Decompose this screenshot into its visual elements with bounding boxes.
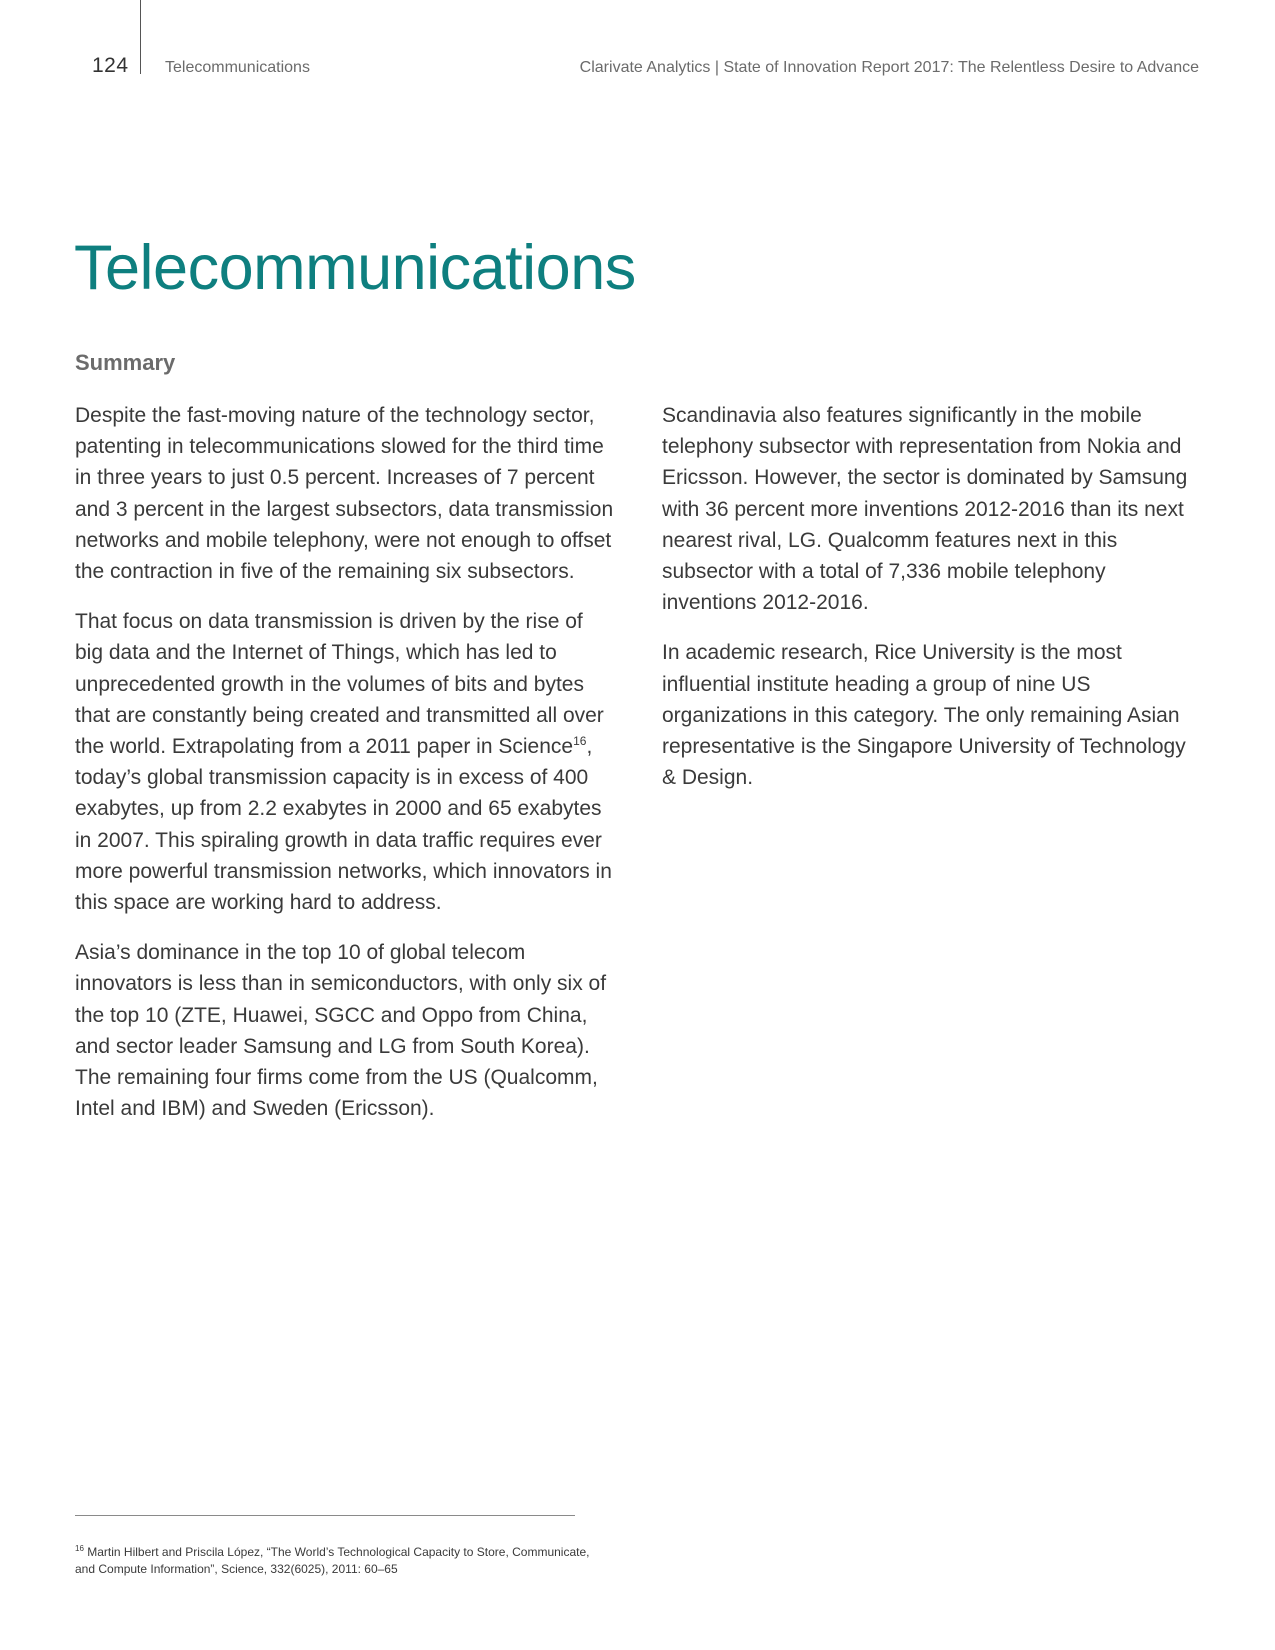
footnote-text: Martin Hilbert and Priscila López, “The World’s Technological Capacity to Store, Communicate, and Compute Information”, Science, 332(6025), 2011: 60–65: [75, 1545, 590, 1576]
footnote-reference: 16: [573, 734, 587, 749]
paragraph: Despite the fast-moving nature of the technology sector, patenting in telecommunications slowed for the third time in three years to just 0.5 percent. Increases of 7 percent and 3 percent in the largest subsectors, data transmission networks and mobile telephony, were not enough to offset the contraction in five of the remaining six subsectors.: [75, 404, 614, 584]
paragraph-text: That focus on data transmission is driven by the rise of big data and the Internet of Things, which has led to unprecedented growth in the volumes of bits and bytes that are constantly being created and transmitted all over the world. Extrapolating from a 2011 paper in Science: [75, 610, 604, 759]
header-divider: [140, 0, 141, 74]
paragraph-text: , today’s global transmission capacity is in excess of 400 exabytes, up from 2.2 exabytes in 2000 and 65 exabytes in 2007. This spiraling growth in data traffic requires ever more powerful transmission networks, which innovators in this space are working hard to address.: [75, 735, 612, 915]
paragraph: [75, 606, 615, 918]
summary-heading: Summary: [75, 350, 176, 375]
footnote: [75, 1544, 595, 1578]
footnote-divider: [75, 1515, 575, 1516]
header-section-label: Telecommunications: [165, 59, 310, 76]
footnote-number: 16: [75, 1544, 84, 1553]
paragraph: In academic research, Rice University is the most influential institute heading a group of nine US organizations in this category. The only remaining Asian representative is the Singapore University of Technology & Design.: [662, 641, 1186, 790]
left-column: [75, 400, 615, 1143]
page-number: 124: [92, 54, 129, 77]
header-running-title: Clarivate Analytics | State of Innovation Report 2017: The Relentless Desire to Advance: [579, 59, 1199, 76]
right-column: [662, 400, 1202, 812]
page-title: Telecommunications: [74, 233, 636, 303]
paragraph: Asia’s dominance in the top 10 of global telecom innovators is less than in semiconductors, with only six of the top 10 (ZTE, Huawei, SGCC and Oppo from China, and sector leader Samsung and LG from South Korea). The remaining four firms come from the US (Qualcomm, Intel and IBM) and Sweden (Ericsson).: [75, 941, 607, 1121]
paragraph: Scandinavia also features significantly in the mobile telephony subsector with representation from Nokia and Ericsson. However, the sector is dominated by Samsung with 36 percent more inventions 2012-2016 than its next nearest rival, LG. Qualcomm features next in this subsector with a total of 7,336 mobile telephony inventions 2012-2016.: [662, 404, 1188, 615]
